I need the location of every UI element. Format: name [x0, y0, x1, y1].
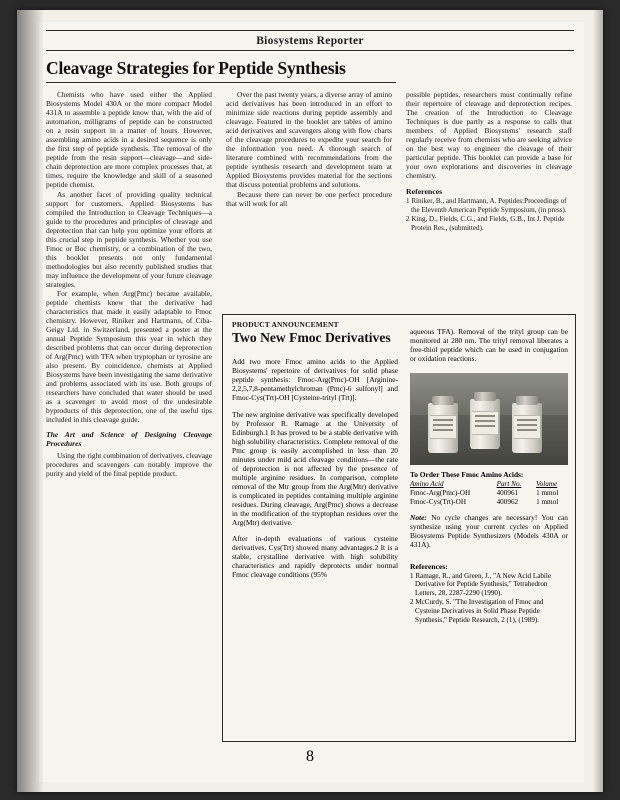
- headline-rule: [46, 82, 396, 83]
- paragraph: possible peptides, researchers must continually refine their repertoire of cleavage and deprotection recipes. The creation of the Introduction to Cleavage Techniques is due partly as a response to calls that members of Applied Biosystems' research staff regularly receive from chemists who are seeking advice on the best way to engineer the cleavage of their particular peptide. This booklet can provide a base for your own explorations and discoveries in cleavage chemistry.: [406, 90, 572, 180]
- bottle-cap: [432, 396, 454, 405]
- paragraph: Chemists who have used either the Applied Biosystems Model 430A or the more compact Model 431A to assemble a peptide know that, with the aid of automation, milligrams of peptide can be constructed on a resin support in a matter of hours. However, assembling amino acids in a desired sequence is only the first step of peptide synthesis. The removal of the peptide from the resin support—cleavage—and side-chain deprotection are more complex processes that, at times, require the knowledge and skill of a seasoned peptide chemist.: [46, 90, 212, 189]
- references-heading: References: [406, 187, 443, 196]
- reference-item: 1 Riniker, B., and Hartmann, A. Peptides:Proceedings of the Eleventh American Peptide Symposium, (in press).: [406, 197, 567, 214]
- cell-amino-acid: Fmoc-Arg(Pmc)-OH: [410, 489, 471, 497]
- paragraph: Using the right combination of derivatives, cleavage procedures and scavengers can notably improve the purity and yield of the final peptide product.: [46, 450, 212, 478]
- column-header-part-no: Part No.: [496, 480, 522, 488]
- product-references: [410, 563, 568, 625]
- product-references-heading: References:: [410, 562, 448, 571]
- page-folio: [46, 748, 574, 766]
- cell-part-no: 400962: [496, 498, 519, 506]
- paragraph: For example, when Arg(Pmc) became available, peptide chemists knew that the derivative had characteristics that made it easily adaptable to Fmoc chemistry. However, Riniker and Hartmann, of Ciba-Geigy Ltd. in Switzerland, presented a poster at the annual Peptide Symposium this year in which they described problems that can occur during deprotection of Arg(Pmc) with TFA when tryptophan or tyrosine are also present. By coincidence, chemists at Applied Biosystems have been investigating the same derivative and problems associated with its use. Both groups of researchers have concluded that water should be used as a scavenger to avoid most of the undesirable byproducts of this deprotection, one of the useful tips included in this cleavage guide.: [46, 289, 212, 424]
- page-number: 8: [306, 748, 314, 765]
- masthead-rule-bottom: [46, 50, 574, 51]
- book-spine-shadow: [17, 10, 43, 792]
- product-announcement-label: PRODUCT ANNOUNCEMENT: [232, 320, 339, 329]
- product-note: [410, 513, 568, 549]
- reagent-bottle: [428, 403, 458, 453]
- cell-volume: 1 mmol: [536, 489, 559, 497]
- reference-item: 2 King, D., Fields, C.G., and Fields, G.B., Int J. Peptide Protein Res., (submitted).: [406, 215, 565, 232]
- reagent-bottle: [470, 399, 500, 449]
- reference-item: 1 Ramage, R., and Green, J., "A New Acid Labile Derivative for Peptide Synthesis," Tetrahedron Letters, 28, 2287-2290 (1990).: [410, 571, 551, 597]
- paragraph: aqueous TFA). Removal of the trityl group can be monitored at 280 nm. The trityl removal liberates a free-thiol peptide which can be used in conjugation or oxidation reactions.: [410, 327, 568, 364]
- product-announcement-title: Two New Fmoc Derivatives: [232, 330, 391, 345]
- bottle-label: [472, 411, 498, 435]
- column-header-amino-acid: Amino Acid: [410, 480, 444, 488]
- note-label: Note:: [410, 513, 427, 522]
- cell-amino-acid: Fmoc-Cys(Trt)-OH: [410, 498, 467, 506]
- note-text: No cycle changes are necessary! You can synthesize using your current cycles on Applied Biosystems Peptide Synthesizers (Models 430A or 431A).: [410, 513, 568, 549]
- cell-part-no: 400961: [496, 489, 519, 497]
- paragraph: As another facet of providing quality technical support for customers, Applied Biosystems has compiled the Introduction to Cleavage Techniques—a guide to the procedures and principles of cleavage and deprotection that can help you optimize your efforts at this crucial step in peptide synthesis. Whether you use Fmoc or Boc chemistry, or a combination of the two, this booklet presents not only fundamental methodologies but also recently published studies that may influence the development of your future cleavage strategies.: [46, 189, 212, 289]
- cell-volume: 1 mmol: [536, 498, 559, 506]
- table-row: [410, 489, 568, 498]
- order-table-heading: To Order These Fmoc Amino Acids:: [410, 470, 524, 479]
- page-edge-shadow: [593, 10, 603, 792]
- bottle-label: [514, 415, 540, 439]
- product-photo: [410, 373, 568, 465]
- order-table: [410, 480, 568, 507]
- paragraph: After in-depth evaluations of various cysteine derivatives, Cys(Trt) showed many advantages.2 It is a stable, crystalline derivative with high solubility characteristics and rapidly deprotects under normal Fmoc cleavage conditions (95%: [232, 534, 398, 580]
- product-announcement-column-right: [410, 320, 568, 371]
- bottle-cap: [516, 396, 538, 405]
- paragraph: Add two more Fmoc amino acids to the Applied Biosystems' repertoire of derivatives for solid phase peptide synthesis: Fmoc-Arg(Pmc)-OH [Arginine-2,2,5,7,8-pentamethylchroman (Pmc)-6 sulfonyl] and Fmoc-Cys(Trt)-OH [Cysteine-trityl (Trt)].: [232, 357, 398, 403]
- masthead-rule-top: [46, 30, 574, 31]
- paragraph: The new arginine derivative was specifically developed by Professor R. Ramage at the University of Edinburgh.1 It has proved to be a stable derivative with high solubility characteristics. Complete removal of the Pmc group is easily accomplished in less than 20 minutes under mild acid cleavage conditions—the rate of deprotection is not affected by the presence of multiple arginine residues. In comparison, complete removal of the Mtr group from the Arg(Mtr) derivative is complicated in peptides containing multiple arginine residues. During cleavage, Arg(Pmc) shows a decrease in the modification of the tryptophan residues over the Arg(Mtr) derivative.: [232, 409, 398, 527]
- article-column-3: [406, 90, 572, 233]
- article-column-2: [226, 90, 392, 208]
- column-header-volume: Volume: [536, 480, 558, 488]
- masthead: [46, 30, 574, 51]
- bottle-cap: [474, 392, 496, 401]
- product-announcement-column-left: [232, 350, 398, 587]
- bottle-label: [430, 415, 456, 439]
- paragraph: Over the past twenty years, a diverse array of amino acid derivatives has been introduced in an effort to minimize side reactions during peptide assembly and cleavage. Featured in the booklet are tables of amino acid derivatives and scavengers along with flow charts of the cleavage procedures to expedite your search for the information you need. A thorough search of literature combined with recommendations from the peptide synthesis research and development team at Applied Biosystems provides material for the sections that discuss potential problems and solutions.: [226, 90, 392, 189]
- reference-item: 2 McCurdy, S. "The Investigation of Fmoc and Cysteine Derivatives in Solid Phase Peptide Synthesis," Peptide Research, 2 (1), (1989).: [410, 598, 544, 624]
- article-column-1: [46, 90, 212, 478]
- reagent-bottle: [512, 403, 542, 453]
- article-subhead: The Art and Science of Designing Cleavage Procedures: [46, 430, 212, 449]
- article-headline: Cleavage Strategies for Peptide Synthesis: [46, 58, 346, 78]
- table-header-row: [410, 480, 568, 489]
- table-row: [410, 498, 568, 507]
- paragraph: Because there can never be one perfect procedure that will work for all: [226, 189, 392, 208]
- masthead-title: Biosystems Reporter: [256, 35, 364, 47]
